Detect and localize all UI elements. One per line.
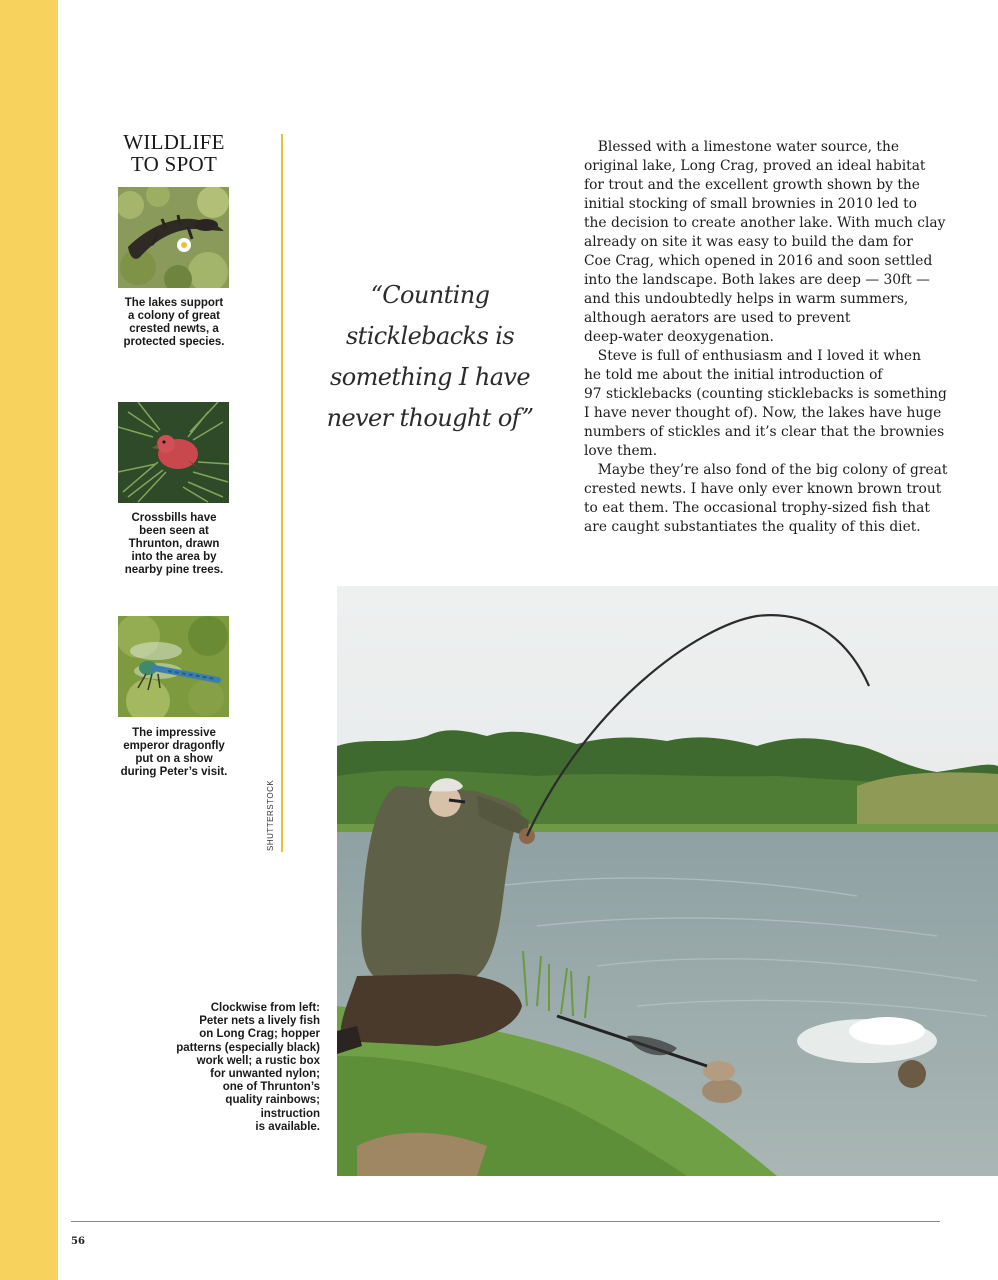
emperor-dragonfly-photo — [118, 616, 229, 717]
article-line: initial stocking of small brownies in 2010 led to — [584, 196, 917, 212]
page-edge-color-band — [0, 0, 58, 1280]
article-line: Steve is full of enthusiasm and I loved it when — [584, 348, 921, 364]
article-line: I have never thought of). Now, the lakes have huge — [584, 405, 942, 421]
photo-caption: Clockwise from left: Peter nets a lively fish on Long Crag; hopper patterns (especially black) work well; a rustic box for unwanted nylon; one of Thrunton’s quality rainbows; instruction is available. — [176, 1002, 320, 1133]
article-line: love them. — [584, 443, 658, 459]
crossbill-photo — [118, 402, 229, 503]
article-line: Maybe they’re also fond of the big colony of great — [584, 462, 948, 478]
article-line: original lake, Long Crag, proved an ideal habitat — [584, 158, 926, 174]
article-body — [584, 138, 946, 537]
article-line: into the landscape. Both lakes are deep — 30ft — — [584, 272, 930, 288]
crossbill-caption: Crossbills have been seen at Thrunton, drawn into the area by nearby pine trees. — [124, 512, 224, 576]
article-line: numbers of stickles and it’s clear that the brownies — [584, 424, 945, 440]
pull-quote: “Counting sticklebacks is something I have never thought of” — [326, 281, 534, 432]
article-line: 97 sticklebacks (counting sticklebacks is something — [584, 386, 947, 402]
article-line: crested newts. I have only ever known brown trout — [584, 481, 942, 497]
article-line: deep-water deoxygenation. — [584, 329, 774, 345]
article-line: to eat them. The occasional trophy-sized fish that — [584, 500, 930, 516]
article-line: are caught substantiates the quality of this diet. — [584, 519, 921, 535]
article-line: for trout and the excellent growth shown by the — [584, 177, 920, 193]
great-crested-newt-photo — [118, 187, 229, 288]
article-line: Coe Crag, which opened in 2016 and soon settled — [584, 253, 933, 269]
article-line: Blessed with a limestone water source, the — [584, 139, 899, 155]
angler-playing-fish-photo — [337, 586, 998, 1176]
article-line: the decision to create another lake. With much clay — [584, 215, 946, 231]
photo-credit: SHUTTERSTOCK — [266, 779, 275, 851]
column-divider — [281, 134, 283, 852]
footer-rule — [71, 1221, 940, 1222]
sidebar-title: WILDLIFE TO SPOT — [123, 130, 225, 176]
article-line: already on site it was easy to build the dam for — [584, 234, 913, 250]
article-line: and this undoubtedly helps in warm summers, — [584, 291, 909, 307]
article-line: although aerators are used to prevent — [584, 310, 851, 326]
newt-caption: The lakes support a colony of great crested newts, a protected species. — [123, 297, 225, 348]
page-number: 56 — [71, 1236, 85, 1247]
dragonfly-caption: The impressive emperor dragonfly put on a show during Peter’s visit. — [120, 727, 228, 778]
article-line: he told me about the initial introduction of — [584, 367, 883, 383]
